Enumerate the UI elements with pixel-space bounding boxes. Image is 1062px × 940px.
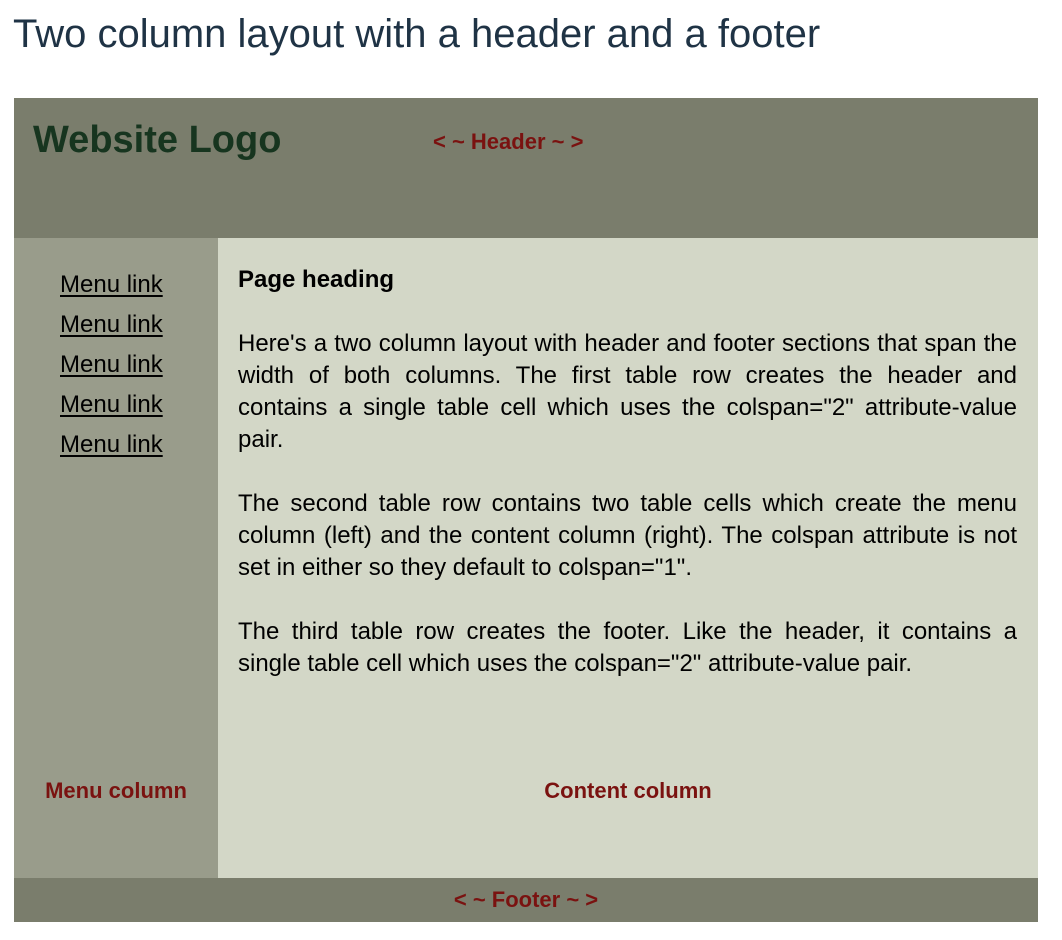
header-label: < ~ Header ~ > xyxy=(433,129,584,154)
menu-link-3[interactable]: Menu link xyxy=(60,351,163,378)
content-column xyxy=(218,238,1038,878)
content-column-label: Content column xyxy=(544,778,712,803)
menu-link-4[interactable]: Menu link xyxy=(60,391,163,418)
paragraph-2: The second table row contains two table cells which create the menu column (left) and the content column (right). The colspan attribute is not set in either so they default to colspan="1". xyxy=(238,490,1017,581)
menu-link-5[interactable]: Menu link xyxy=(60,431,163,458)
menu-item xyxy=(60,388,163,428)
content-body xyxy=(238,264,1017,680)
menu-link-1[interactable]: Menu link xyxy=(60,271,163,298)
menu-column-label: Menu column xyxy=(45,778,187,803)
menu-item xyxy=(60,308,163,348)
footer xyxy=(14,878,1038,922)
menu-item xyxy=(60,428,163,468)
header xyxy=(14,98,1038,238)
footer-label: < ~ Footer ~ > xyxy=(453,887,599,912)
menu-item xyxy=(60,348,163,388)
menu-list xyxy=(60,268,163,468)
page-title: Two column layout with a header and a footer xyxy=(13,12,821,56)
paragraph-1: Here's a two column layout with header and footer sections that span the width of both columns. The first table row creates the header and contains a single table cell which uses the colspan="2" attribute-value pair. xyxy=(238,330,1017,453)
two-column-layout xyxy=(14,98,1038,922)
website-logo: Website Logo xyxy=(33,119,282,161)
page-heading: Page heading xyxy=(238,266,395,293)
paragraph-3: The third table row creates the footer. Like the header, it contains a single table cell which uses the colspan="2" attribute-value pair. xyxy=(238,618,1017,677)
menu-column xyxy=(14,238,218,878)
menu-link-2[interactable]: Menu link xyxy=(60,311,163,338)
menu-item xyxy=(60,268,163,308)
